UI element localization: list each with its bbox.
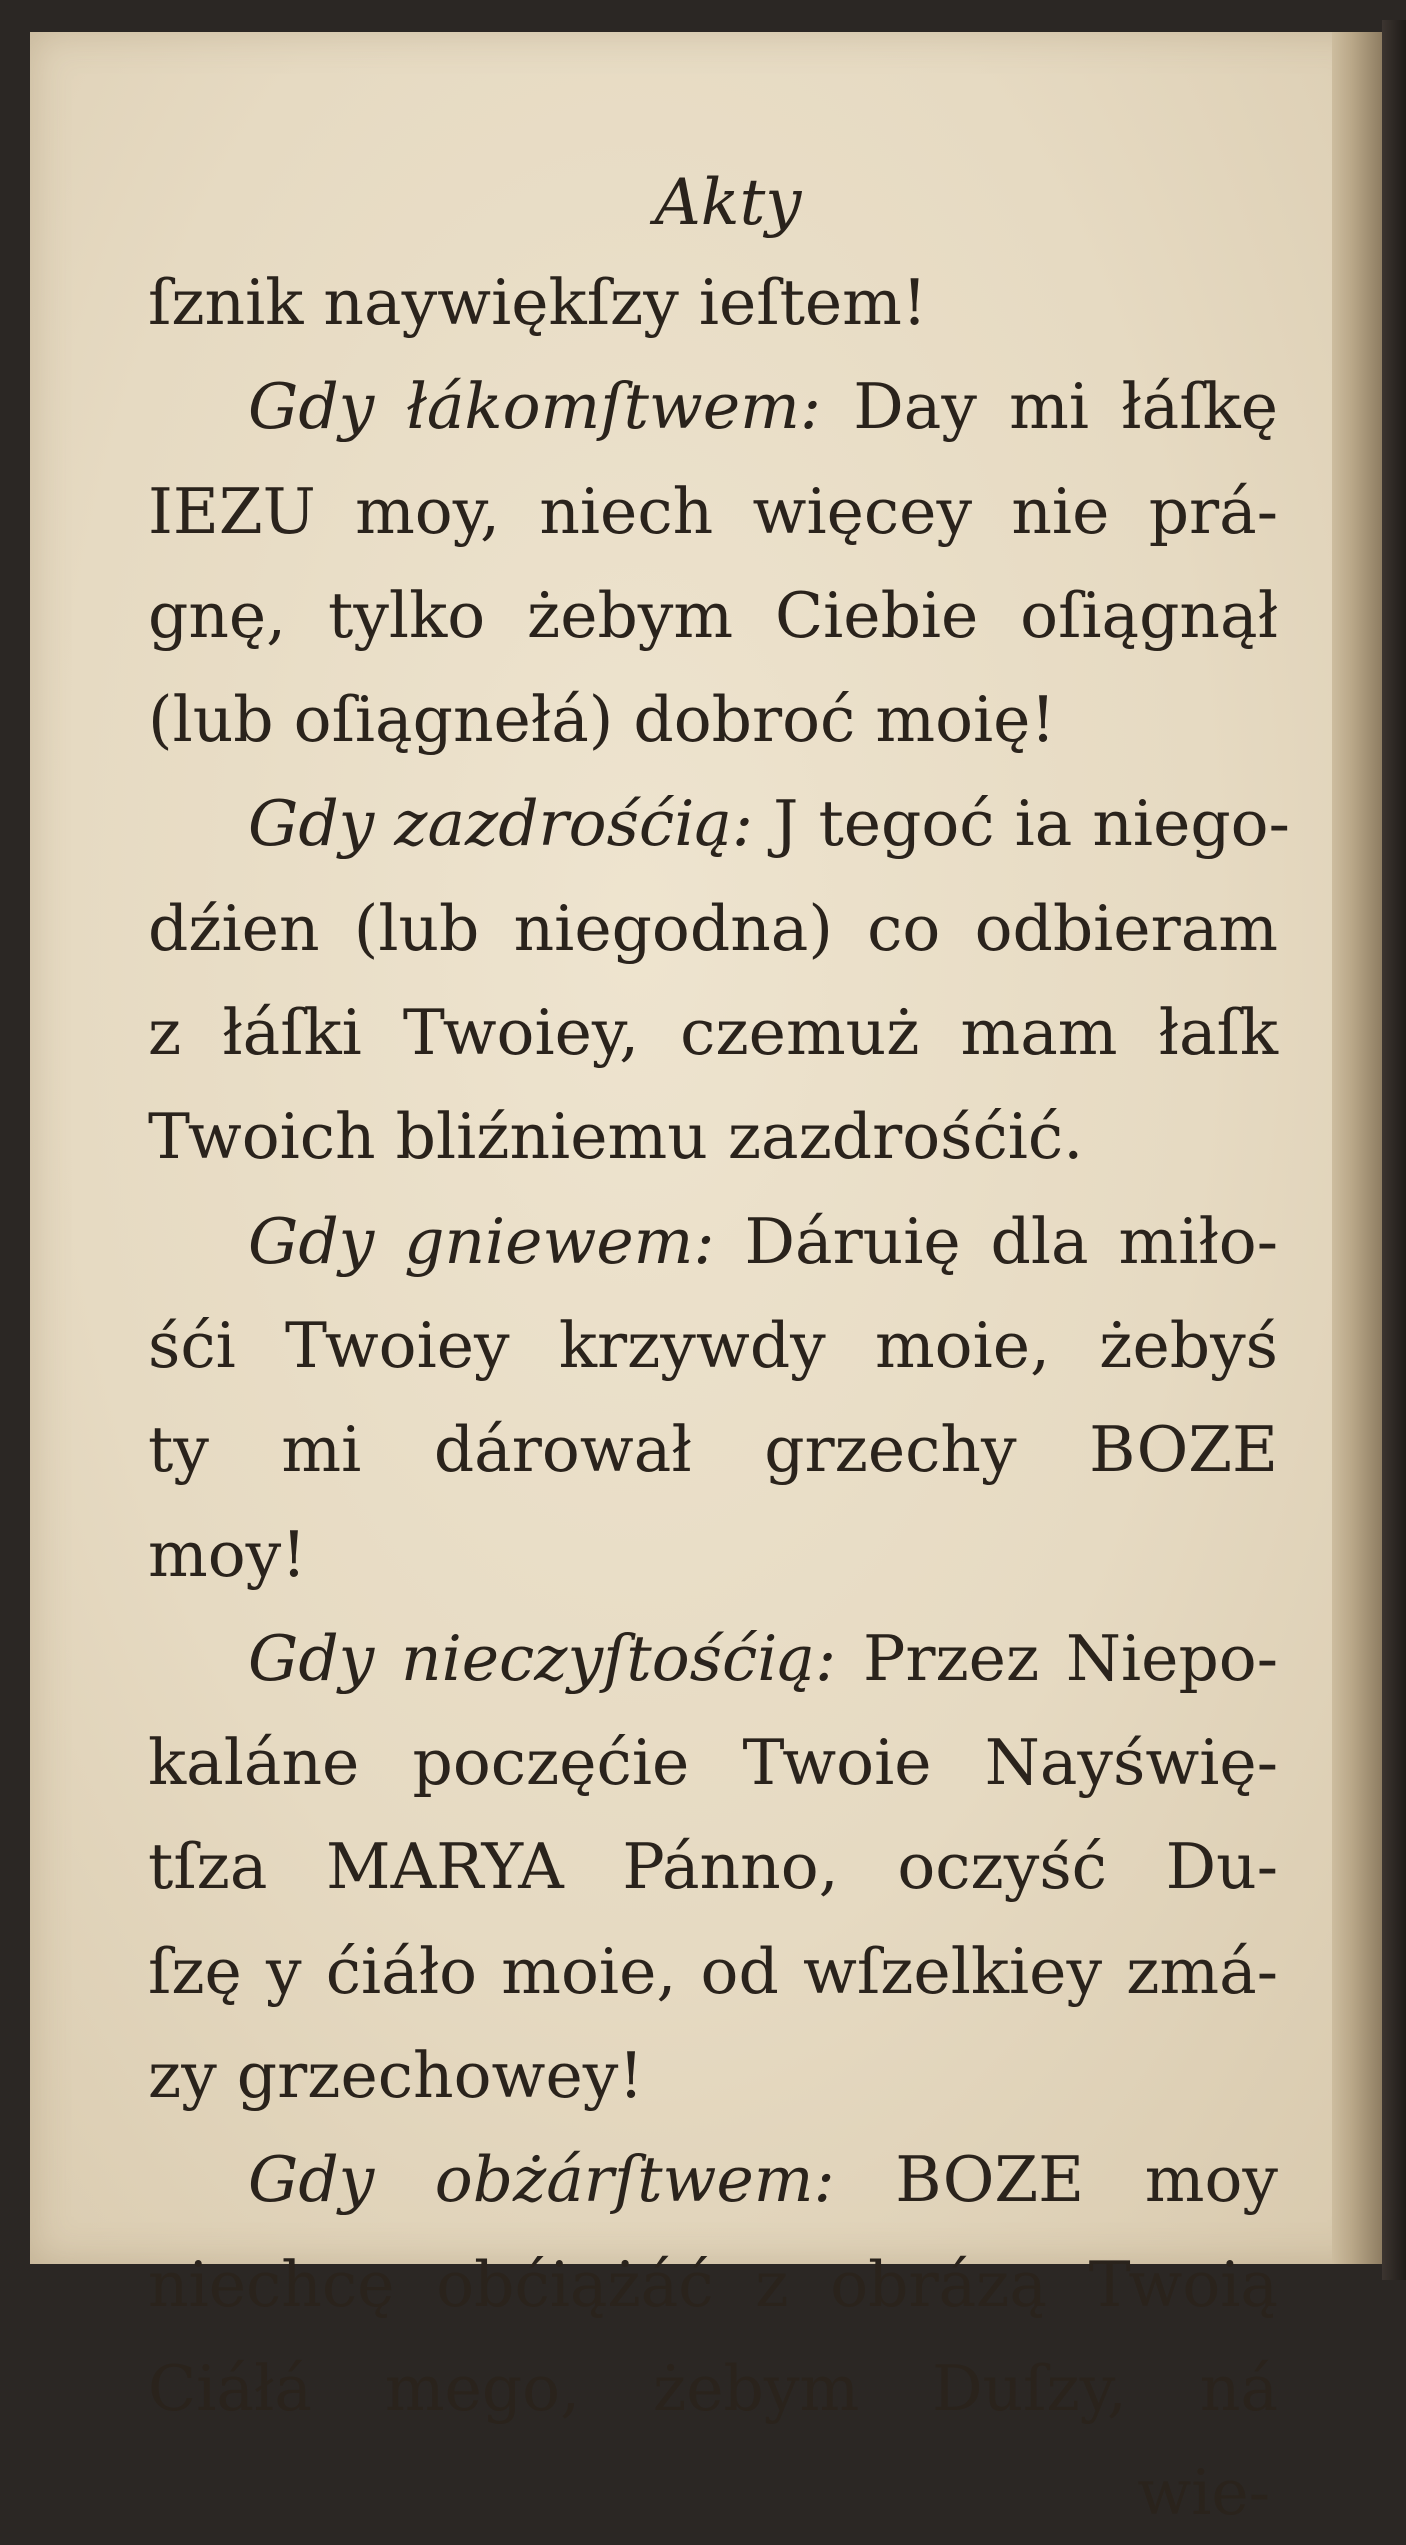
text-line <box>148 251 1278 355</box>
text-lines <box>148 251 1290 2441</box>
line-text: zy grzechowey! <box>148 2039 644 2113</box>
line-text: kaláne poczęćie Twoie Nayświę- <box>148 1726 1278 1800</box>
line-text: Przez Niepo- <box>836 1621 1278 1695</box>
line-text: tſza MARYA Pánno, oczyść Du- <box>148 1830 1278 1904</box>
line-text: moy! <box>148 1517 307 1591</box>
binding-edge <box>1382 20 1406 2280</box>
text-line <box>148 1503 1278 1607</box>
line-text: (lub oſiągnełá) dobroć moię! <box>148 683 1056 757</box>
line-text: Dáruię dla miło- <box>714 1204 1278 1278</box>
line-text: śći Twoiey krzywdy moie, żebyś <box>148 1308 1278 1382</box>
text-line <box>148 460 1278 564</box>
section-cue: Gdy nieczyſtośćią: <box>248 1621 837 1695</box>
text-line <box>148 1190 1278 1294</box>
line-text: BOZE moy <box>834 2143 1278 2217</box>
text-line <box>148 1085 1278 1189</box>
line-text: niechcę obćiążáć z obrázą Twoią <box>148 2247 1278 2321</box>
line-text: ſzę y ćiáło moie, od wſzelkiey zmá- <box>148 1934 1278 2008</box>
line-text: ty mi dárował grzechy BOZE <box>148 1413 1278 1487</box>
line-text: dźien (lub niegodna) co odbieram <box>148 891 1278 965</box>
text-line <box>148 877 1278 981</box>
line-text: gnę, tylko żebym Ciebie oſiągnął <box>148 578 1278 652</box>
text-line <box>148 981 1278 1085</box>
text-line <box>148 2233 1278 2337</box>
text-line <box>148 2128 1278 2232</box>
line-text: IEZU moy, niech więcey nie prá- <box>148 474 1278 548</box>
text-line <box>148 1920 1278 2024</box>
line-text: z łáſki Twoiey, czemuż mam łaſk <box>148 996 1278 1070</box>
page-text <box>148 155 1290 2545</box>
section-cue: Gdy obżárſtwem: <box>248 2143 835 2217</box>
line-text: J tegoć ia niego- <box>753 787 1290 861</box>
text-line <box>148 2024 1278 2128</box>
text-line <box>148 1294 1278 1398</box>
running-head: Akty <box>654 166 802 240</box>
line-text: Ciáłá mego, żebym Duſzy, ná <box>148 2351 1278 2425</box>
text-line <box>148 355 1278 459</box>
text-line <box>148 2337 1278 2441</box>
section-cue: Gdy gniewem: <box>248 1204 715 1278</box>
line-text: ſznik naywiękſzy ieſtem! <box>148 266 928 339</box>
section-cue: Gdy łákomſtwem: <box>248 370 822 444</box>
catchword: wie- <box>1137 2456 1270 2530</box>
text-line <box>148 772 1290 876</box>
section-cue: Gdy zazdrośćią: <box>248 787 754 861</box>
text-line <box>148 668 1278 772</box>
text-line <box>148 1711 1278 1815</box>
line-text: Day mi łáſkę <box>821 370 1278 444</box>
page-gutter <box>1332 32 1382 2264</box>
text-line <box>148 564 1278 668</box>
line-text: Twoich bliźniemu zazdrośćić. <box>148 1100 1084 1174</box>
text-line <box>148 1815 1278 1919</box>
text-line <box>148 1607 1278 1711</box>
text-line <box>148 1398 1278 1502</box>
